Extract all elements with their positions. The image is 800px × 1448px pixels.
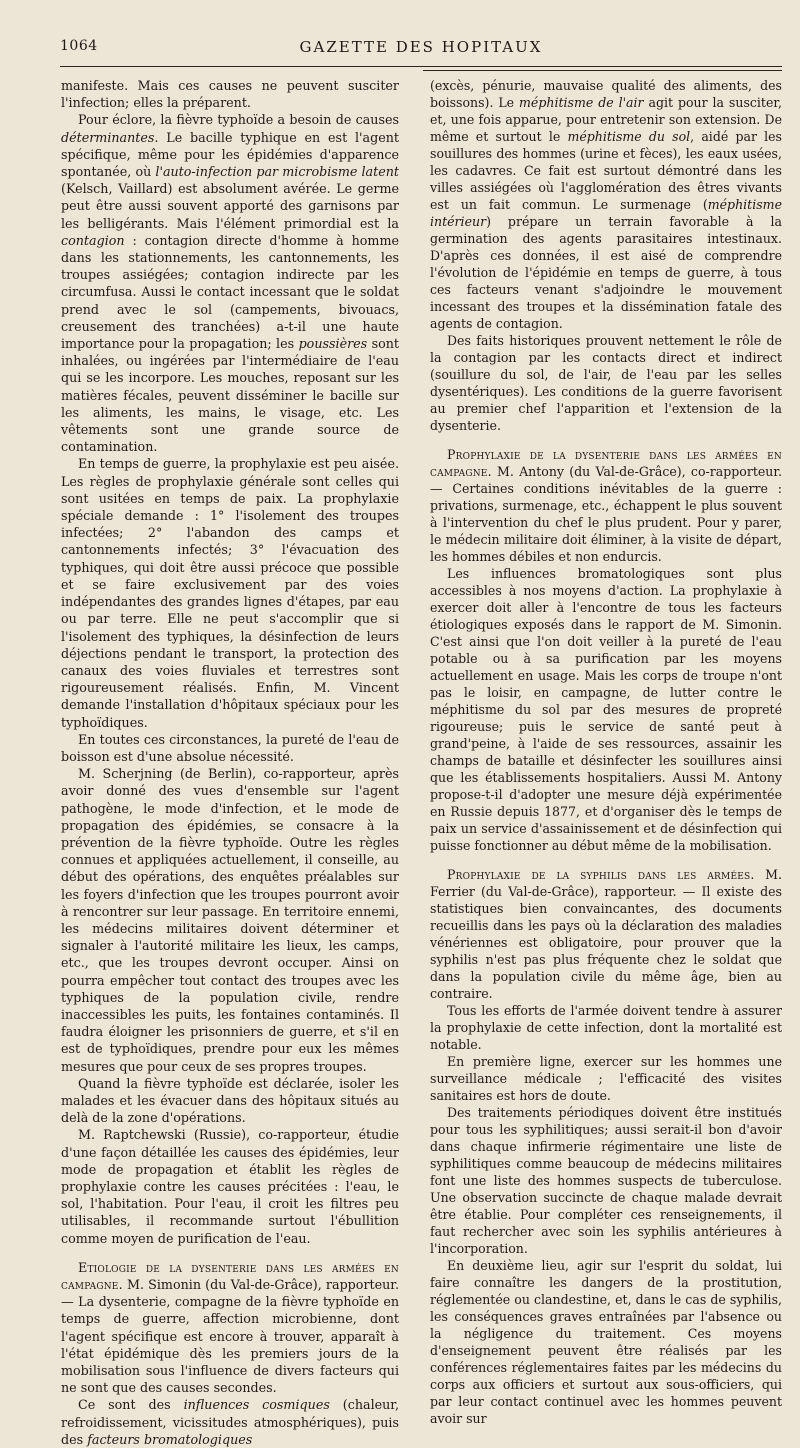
right-column: [430, 77, 782, 1427]
paragraph: Ce sont des influences cosmiques (chaleur, refroidissement, vicissitudes atmosphériques), puis des facteurs bromatologiques: [61, 1397, 400, 1447]
section-paragraph: Etiologie de la dysenterie dans les armées en campagne. M. Simonin (du Val-de-Grâce), rapporteur. — La dysenterie, compagne de la fièvre typhoïde en temps de guerre, affection microbienne, dont l'agent spécifique est encore à trouver, apparaît à l'état épidémique dès les premiers jours de la mobilisation sous l'influence de divers facteurs qui ne sont que des causes secondes.: [61, 1259, 399, 1396]
section-paragraph: Prophylaxie de la syphilis dans les armées. M. Ferrier (du Val-de-Grâce), rapporteur. — Il existe des statistiques bien convaincantes, des documents recueillis dans les pays où la déclaration des maladies vénériennes est obligatoire, pour prouver que la syphilis n'est pas plus fréquente chez le soldat que dans la population civile du même âge, bien au contraire.: [430, 867, 783, 1001]
section-heading: Etiologie de la dysenterie dans les armées en campagne.: [61, 1259, 399, 1293]
paragraph: Quand la fièvre typhoïde est déclarée, isoler les malades et les évacuer dans des hôpitaux situés au delà de la zone d'opérations.: [61, 1075, 399, 1126]
paragraph: En temps de guerre, la prophylaxie est peu aisée. Les règles de prophylaxie générale sont celles qui sont usitées en temps de paix. La prophylaxie spéciale demande : 1° l'isolement des troupes infectées; 2° l'abandon des camps et cantonnements infectés; 3° l'évacuation des typhiques, qui doit être aussi précoce que possible et se faire exclusivement par des voies indépendantes des grandes lignes d'étapes, par eau ou par terre. Elle ne peut s'accomplir que si l'isolement des typhiques, la désinfection de leurs déjections pendant le transport, la protection des canaux des voies fluviales et terrestres sont rigoureusement réalisés. Enfin, M. Vincent demande l'installation d'hôpitaux spéciaux pour les typhoïdiques.: [61, 456, 399, 730]
section-paragraph: Prophylaxie de la dysenterie dans les armées en campagne. M. Antony (du Val-de-Grâce), co-rapporteur. — Certaines conditions inévitables de la guerre : privations, surmenage, etc., échappent le plus souvent à l'intervention du chef le plus prudent. Pour y parer, le médecin militaire doit éliminer, à la visite de départ, les hommes débiles et non endurcis.: [430, 447, 782, 564]
paragraph: M. Scherjning (de Berlin), co-rapporteur, après avoir donné des vues d'ensemble sur l'agent pathogène, le mode d'infection, et le mode de propagation des épidémies, se consacre à la prévention de la fièvre typhoïde. Outre les règles connues et appliquées actuellement, il conseille, au début des opérations, des enquêtes préalables sur les foyers d'infection que les troupes pourront avoir à rencontrer sur leur passage. En territoire ennemi, les médecins militaires doivent déterminer et signaler à l'autorité militaire les lieux, les camps, etc., que les troupes devront occuper. Ainsi on pourra empêcher tout contact des troupes avec les typhiques de la population civile, rendre inaccessibles les puits, les fontaines contaminés. Il faudra éloigner les prisonniers de guerre, et s'il en est de typhoïdiques, prendre pour eux les mêmes mesures que pour ceux de ses propres troupes.: [61, 766, 399, 1074]
header-rule-top: [60, 66, 782, 67]
paragraph: (excès, pénurie, mauvaise qualité des aliments, des boissons). Le méphitisme de l'air agit pour la susciter, et, une fois apparue, pour entretenir son extension. De même et surtout le méphitisme du sol, aidé par les souillures des hommes (urine et fèces), les eaux usées, les cadavres. Ce fait est surtout démontré dans les villes assiégées où l'agglomération des êtres vivants est un fait commun. Le surmenage (méphitisme intérieur) prépare un terrain favorable à la germination des agents parasitaires intestinaux. D'après ces données, il est aisé de comprendre l'évolution de l'épidémie en temps de guerre, à tous ces facteurs venant s'adjoindre le mouvement incessant des troupes et la dissémination fatale des agents de contagion.: [430, 78, 783, 331]
paragraph: En toutes ces circonstances, la pureté de l'eau de boisson est d'une absolue nécessité.: [61, 731, 399, 764]
page-number: 1064: [60, 38, 98, 54]
paragraph: Les influences bromatologiques sont plus accessibles à nos moyens d'action. La prophylaxie à exercer doit aller à l'encontre de tous les facteurs étiologiques exposés dans le rapport de M. Simonin. C'est ainsi que l'on doit veiller à la pureté de l'eau potable ou à sa purification par les moyens actuellement en usage. Mais les corps de troupe n'ont pas le loisir, en campagne, de lutter contre le méphitisme du sol par des mesures de propreté rigoureuse; puis le service de santé peut à grand'peine, à l'aide de ses ressources, assainir les champs de bataille et désinfecter les souillures ainsi que les établissements hospitaliers. Aussi M. Antony propose-t-il d'adopter une mesure déjà expérimentée en Russie depuis 1877, et d'organiser dès le temps de paix un service d'assainissement et de désinfection qui puisse fonctionner au début même de la mobilisation.: [430, 566, 782, 853]
section-heading: Prophylaxie de la syphilis dans les armées.: [447, 867, 755, 882]
paragraph: Des traitements périodiques doivent être institués pour tous les syphilitiques; aussi serait-il bon d'avoir dans chaque infirmerie régimentaire une liste de syphilitiques comme beaucoup de médecins militaires font une liste des hommes suspects de tuberculose. Une observation succincte de chaque malade devrait être établie. Pour compléter ces renseignements, il faut rechercher avec soin les syphilis antérieures à l'incorporation.: [430, 1105, 782, 1256]
left-column: [61, 77, 399, 1448]
page-header: [60, 38, 782, 60]
journal-title: GAZETTE DES HOPITAUX: [299, 38, 543, 56]
paragraph: En deuxième lieu, agir sur l'esprit du soldat, lui faire connaître les dangers de la prostitution, réglementée ou clandestine, et, dans le cas de syphilis, les conséquences graves entraînées par l'absence ou la négligence du traitement. Ces moyens d'enseignement peuvent être réalisés par les conférences réglementaires faites par les médecins du corps aux officiers et surtout aux sous-officiers, qui par leur contact continuel avec les hommes peuvent avoir sur: [430, 1258, 782, 1426]
paragraph: Pour éclore, la fièvre typhoïde a besoin de causes déterminantes. Le bacille typhique en est l'agent spécifique, même pour les épidémies d'apparence spontanée, où l'auto-infection par microbisme latent (Kelsch, Vaillard) est absolument avérée. Le germe peut être aussi souvent apporté des garnisons par les belligérants. Mais l'élément primordial est la contagion : contagion directe d'homme à homme dans les stationnements, les cantonnements, les troupes assiégées; contagion indirecte par les circumfusa. Aussi le contact incessant que le soldat prend avec le sol (campements, bivouacs, creusement des tranchées) a-t-il une haute importance pour la propagation; les poussières sont inhalées, ou ingérées par l'intermédiaire de l'eau qui se les incorpore. Les mouches, reposant sur les matières fécales, peuvent disséminer le bacille sur les aliments, les mains, le visage, etc. Les vêtements sont une grande source de contamination.: [61, 112, 400, 455]
paragraph: M. Raptchewski (Russie), co-rapporteur, étudie d'une façon détaillée les causes des épidémies, leur mode de propagation et établit les règles de prophylaxie contre les causes précitées : l'eau, le sol, l'habitation. Pour l'eau, il croit les filtres peu utilisables, il recommande surtout l'ébullition comme moyen de purification de l'eau.: [61, 1127, 399, 1246]
paragraph: manifeste. Mais ces causes ne peuvent susciter l'infection; elles la préparent.: [61, 78, 399, 111]
section-heading: Prophylaxie de la dysenterie dans les armées en campagne.: [430, 447, 782, 479]
paragraph: En première ligne, exercer sur les hommes une surveillance médicale ; l'efficacité des visites sanitaires est hors de doute.: [430, 1054, 782, 1103]
paragraph: Des faits historiques prouvent nettement le rôle de la contagion par les contacts direct et indirect (souillure du sol, de l'air, de l'eau par les selles dysentériques). Les conditions de la guerre favorisent au premier chef l'apparition et l'extension de la dysenterie.: [430, 333, 782, 433]
header-rule-bottom: [423, 70, 782, 71]
paragraph: Tous les efforts de l'armée doivent tendre à assurer la prophylaxie de cette infection, dont la mortalité est notable.: [430, 1003, 782, 1052]
